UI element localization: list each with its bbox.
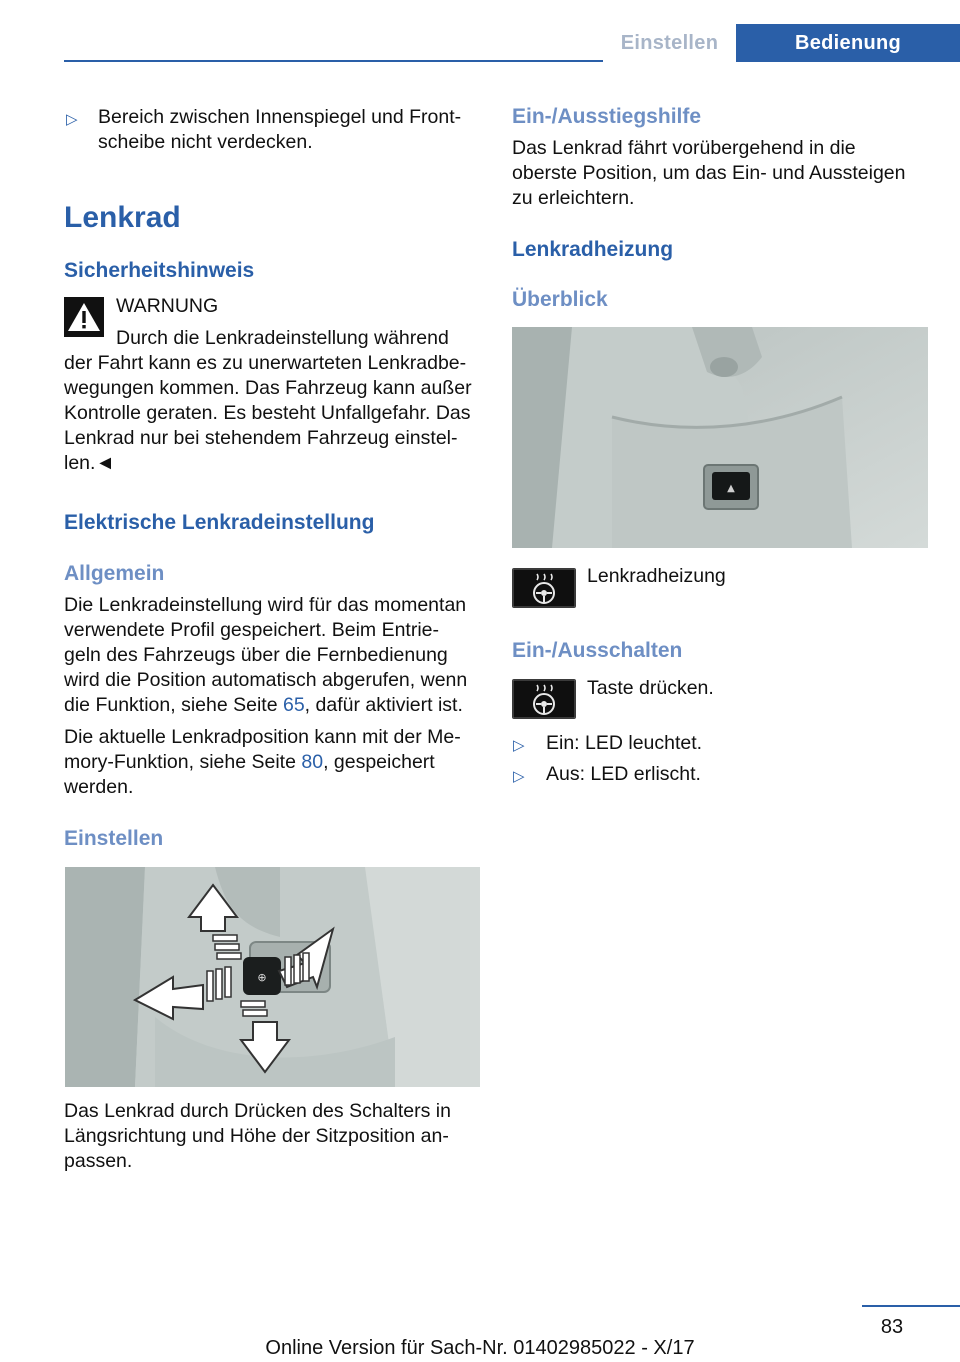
heading-ein-ausschalten: Ein-/Ausschalten xyxy=(512,639,683,662)
tab-bedienung[interactable]: Bedienung xyxy=(736,24,960,62)
svg-text:⊕: ⊕ xyxy=(257,971,267,984)
paragraph-line: werden. xyxy=(64,776,134,798)
online-version-note: Online Version für Sach-Nr. 01402985022 - X/17 xyxy=(265,1337,695,1359)
warning-line: Kontrolle geraten. Es besteht Unfallgefahr. Das xyxy=(64,402,471,424)
warning-text xyxy=(64,351,484,476)
warning-line: len.◄ xyxy=(64,452,115,474)
warning-line-1: Durch die Lenkradeinstellung während xyxy=(116,327,449,349)
page-number: 83 xyxy=(880,1316,904,1338)
paragraph-text: , gespeichert xyxy=(323,751,435,773)
allgemein-paragraph xyxy=(64,593,484,718)
heading-ein-ausstiegshilfe: Ein-/Ausstiegshilfe xyxy=(512,105,702,128)
paragraph-text: die Funktion, siehe Seite xyxy=(64,694,283,716)
steering-heat-button-icon xyxy=(512,679,576,719)
warning-line: Lenkrad nur bei stehendem Fahrzeug einstel- xyxy=(64,427,458,449)
bullet-intro-line2: scheibe nicht verdecken. xyxy=(98,131,313,153)
paragraph-line: Die aktuelle Lenkradposition kann mit der Me- xyxy=(64,726,461,748)
heading-einstellen: Einstellen xyxy=(64,827,164,850)
paragraph-line: verwendete Profil gespeichert. Beim Entrie- xyxy=(64,619,440,641)
steering-heat-icon xyxy=(512,568,576,608)
warning-line: der Fahrt kann es zu unerwarteten Lenkradbe- xyxy=(64,352,467,374)
steering-heating-illustration xyxy=(512,327,928,548)
heading-sicherheitshinweis: Sicherheitshinweis xyxy=(64,259,255,282)
steering-adjust-figure xyxy=(65,867,480,1087)
heading-ueberblick: Überblick xyxy=(512,288,608,311)
icon-label-lenkradheizung: Lenkradheizung xyxy=(587,565,726,587)
caption-line: Das Lenkrad durch Drücken des Schalters in xyxy=(64,1100,451,1122)
steering-adjust-illustration xyxy=(65,867,480,1087)
caption-line: Längsrichtung und Höhe der Sitzposition an- xyxy=(64,1125,449,1147)
taste-druecken: Taste drücken. xyxy=(587,677,714,699)
paragraph-line: zu erleichtern. xyxy=(512,187,635,209)
warning-icon xyxy=(64,297,104,337)
bullet-intro xyxy=(98,105,488,155)
heading-lenkradheizung: Lenkradheizung xyxy=(512,238,674,261)
bullet-aus: Aus: LED erlischt. xyxy=(546,763,701,785)
paragraph-text: mory-Funktion, siehe Seite xyxy=(64,751,302,773)
paragraph-text: , dafür aktiviert ist. xyxy=(304,694,463,716)
figure-caption xyxy=(64,1099,484,1174)
heading-elektrische-lenkradeinstellung: Elektrische Lenkradeinstellung xyxy=(64,511,375,534)
paragraph-line xyxy=(64,750,484,775)
steering-heating-figure xyxy=(512,327,928,548)
paragraph-line: geln des Fahrzeugs über die Fernbedienung xyxy=(64,644,448,666)
paragraph-line: wird die Position automatisch abgerufen, wenn xyxy=(64,669,468,691)
page-link-80[interactable]: 80 xyxy=(301,751,324,773)
bullet-triangle-icon: ▷ xyxy=(66,111,78,128)
paragraph-line xyxy=(64,693,484,718)
footer-rule xyxy=(862,1305,960,1307)
paragraph-line: oberste Position, um das Ein- und Aussteigen xyxy=(512,162,906,184)
paragraph-line: Das Lenkrad fährt vorübergehend in die xyxy=(512,137,856,159)
paragraph-line: Die Lenkradeinstellung wird für das momentan xyxy=(64,594,467,616)
warning-label: WARNUNG xyxy=(116,295,219,317)
heading-lenkrad: Lenkrad xyxy=(64,201,181,234)
warning-line: wegungen kommen. Das Fahrzeug kann außer xyxy=(64,377,472,399)
bullet-intro-line1: Bereich zwischen Innenspiegel und Front- xyxy=(98,106,462,128)
bullet-triangle-icon: ▷ xyxy=(513,768,525,785)
memory-paragraph xyxy=(64,725,484,800)
caption-line: passen. xyxy=(64,1150,133,1172)
page-link-65[interactable]: 65 xyxy=(282,694,305,716)
heading-allgemein: Allgemein xyxy=(64,562,165,585)
ein-aus-paragraph xyxy=(512,136,932,211)
bullet-ein: Ein: LED leuchtet. xyxy=(546,732,703,754)
svg-text:▲: ▲ xyxy=(727,483,735,494)
bullet-triangle-icon: ▷ xyxy=(513,737,525,754)
tab-einstellen[interactable]: Einstellen xyxy=(603,24,736,62)
